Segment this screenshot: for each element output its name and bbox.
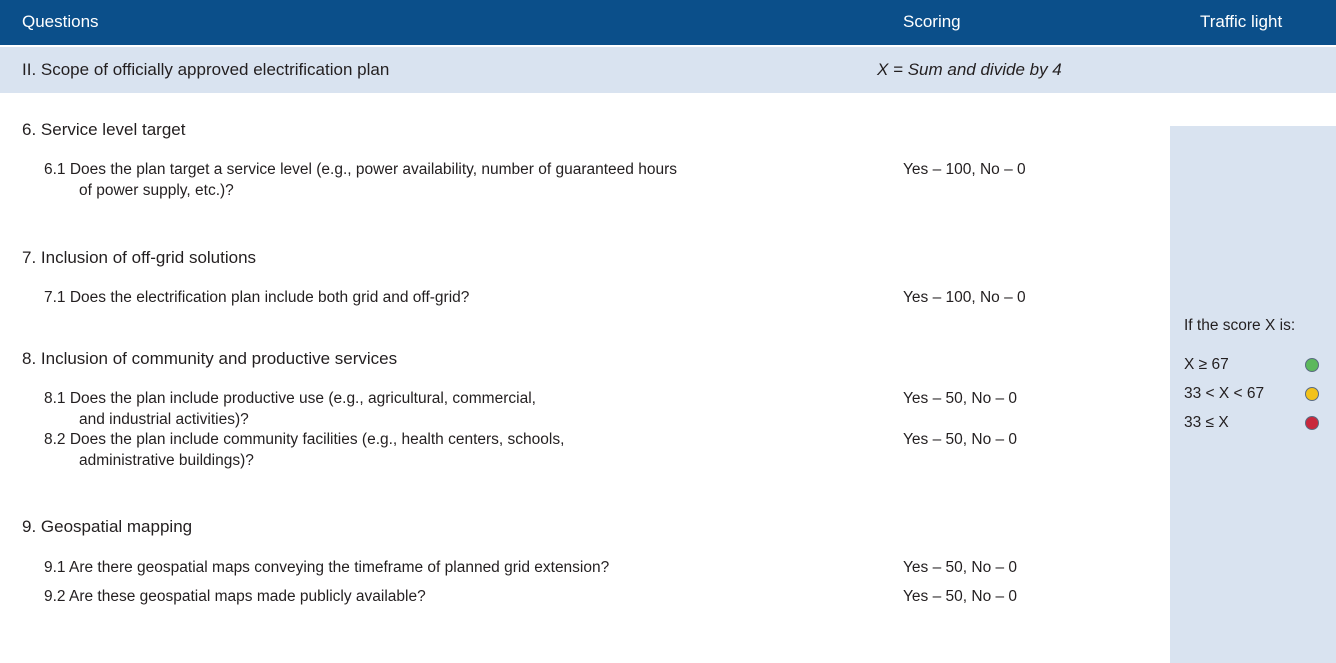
section-row	[0, 47, 1336, 93]
section-title: II. Scope of officially approved electrification plan	[22, 60, 390, 79]
question-score: Yes – 50, No – 0	[903, 588, 1018, 605]
question-text: 9.1 Are there geospatial maps conveying the timeframe of planned grid extension?	[44, 559, 610, 576]
red-light-icon	[1305, 416, 1319, 430]
table-header	[0, 0, 1336, 45]
section-formula: X = Sum and divide by 4	[877, 60, 1062, 79]
header-traffic-light: Traffic light	[1200, 12, 1283, 31]
question-text: 8.1 Does the plan include productive use (e.g., agricultural, commercial,	[44, 390, 536, 407]
header-questions: Questions	[22, 12, 99, 31]
group-heading: 9. Geospatial mapping	[22, 517, 193, 536]
question-score: Yes – 100, No – 0	[903, 289, 1026, 306]
question-score: Yes – 50, No – 0	[903, 390, 1018, 407]
question-text-continued: of power supply, etc.)?	[79, 182, 234, 199]
traffic-light-condition-yellow: 33 < X < 67	[1184, 385, 1265, 402]
question-text-continued: administrative buildings)?	[79, 452, 254, 469]
question-text-continued: and industrial activities)?	[79, 411, 249, 428]
question-text: 7.1 Does the electrification plan include both grid and off-grid?	[44, 289, 470, 306]
traffic-light-intro: If the score X is:	[1184, 317, 1296, 334]
green-light-icon	[1305, 358, 1319, 372]
traffic-light-condition-red: 33 ≤ X	[1184, 414, 1229, 431]
header-scoring: Scoring	[903, 12, 961, 31]
group-heading: 8. Inclusion of community and productive services	[22, 349, 398, 368]
question-text: 8.2 Does the plan include community facilities (e.g., health centers, schools,	[44, 431, 565, 448]
question-score: Yes – 100, No – 0	[903, 161, 1026, 178]
yellow-light-icon	[1305, 387, 1319, 401]
question-score: Yes – 50, No – 0	[903, 431, 1018, 448]
question-score: Yes – 50, No – 0	[903, 559, 1018, 576]
group-heading: 7. Inclusion of off-grid solutions	[22, 248, 257, 267]
traffic-light-condition-green: X ≥ 67	[1184, 356, 1229, 373]
group-heading: 6. Service level target	[22, 120, 186, 139]
question-text: 6.1 Does the plan target a service level (e.g., power availability, number of guaranteed hours	[44, 161, 677, 178]
question-text: 9.2 Are these geospatial maps made publicly available?	[44, 588, 426, 605]
